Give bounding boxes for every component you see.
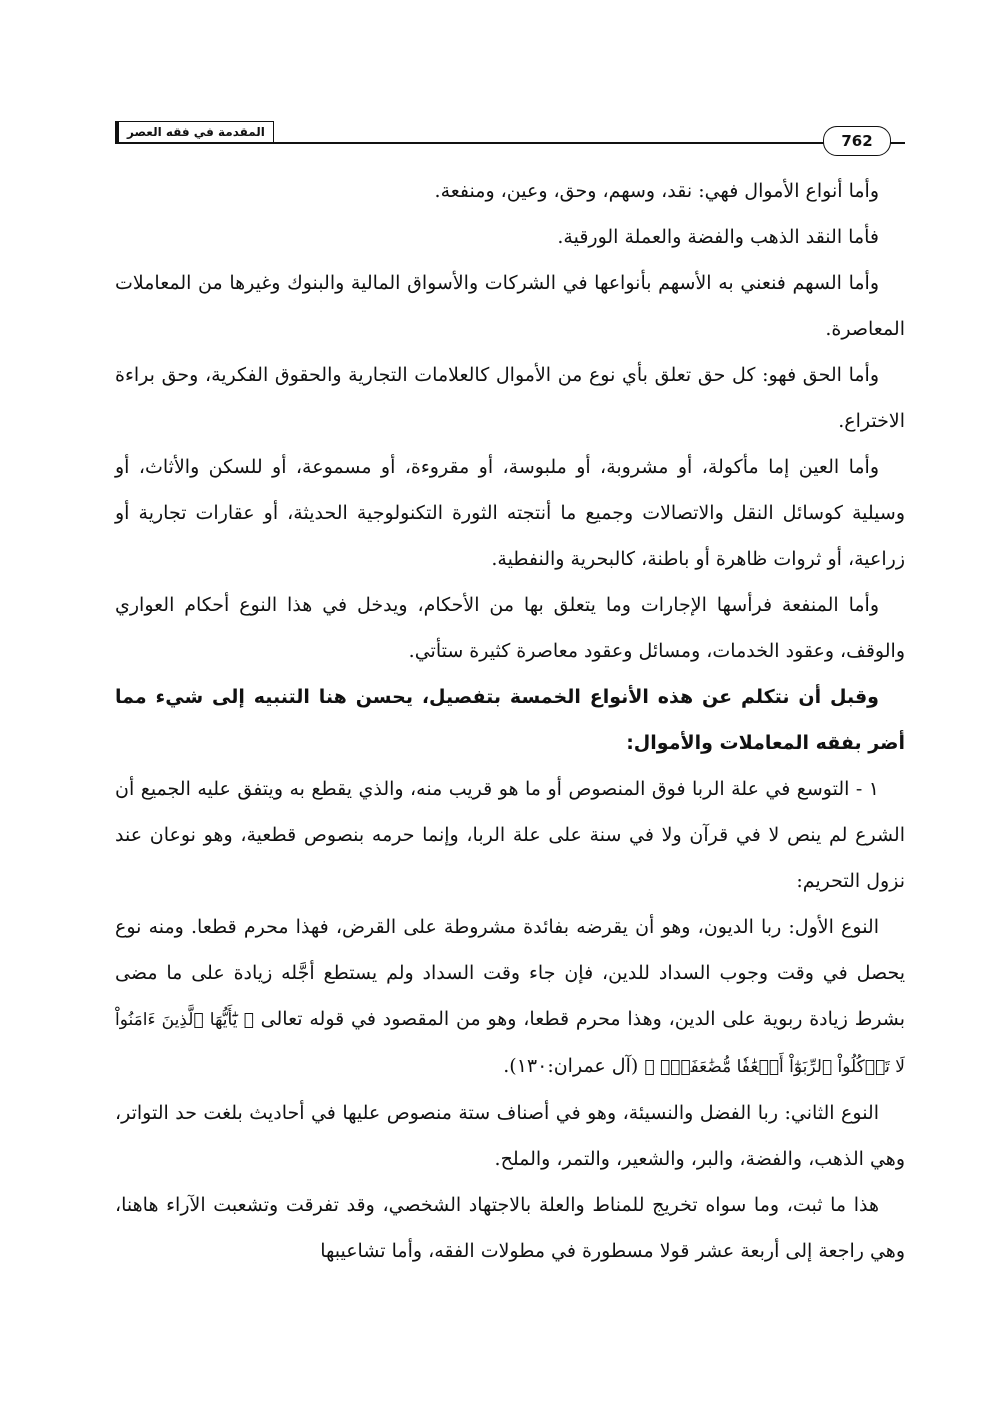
paragraph-conclusion: هذا ما ثبت، وما سواه تخريج للمناط والعلة بالاجتهاد الشخصي، وقد تفرقت وتشعبت الآراء هاهنا، وهي راجعة إلى أربعة عشر قولا مسطورة في مطولات الفقه، وأما تشاعيبها <box>115 1194 905 1262</box>
paragraph-cash: فأما النقد الذهب والفضة والعملة الورقية. <box>557 226 879 248</box>
paragraph-assets: وأما العين إما مأكولة، أو مشروبة، أو ملبوسة، أو مقروءة، أو مسموعة، أو للسكن والأثاث، أو وسيلية كوسائل النقل والاتصالات وجميع ما أنتجته الثورة التكنولوجية الحديثة، أو عقارات تجارية أو زراعية، أو ثروات ظاهرة أو باطنة، كالبحرية والنفطية. <box>115 456 905 570</box>
page-number: 762 <box>823 126 891 156</box>
paragraph-second-type: النوع الثاني: ربا الفضل والنسيئة، وهو في أصناف ستة منصوص عليها في أحاديث بلغت حد التواتر، وهي الذهب، والفضة، والبر، والشعير، والتمر، والملح. <box>115 1102 905 1170</box>
page-header <box>115 120 905 150</box>
paragraph-point-one: ١ - التوسع في علة الربا فوق المنصوص أو ما هو قريب منه، والذي يقطع به ويتفق عليه الجميع أن الشرع لم ينص لا في قرآن ولا في سنة على علة الربا، وإنما حرمه بنصوص قطعية، وهو نوعان عند نزول التحريم: <box>115 778 905 892</box>
paragraph-benefit: وأما المنفعة فرأسها الإجارات وما يتعلق بها من الأحكام، ويدخل في هذا النوع أحكام العواري والوقف، وعقود الخدمات، ومسائل وعقود معاصرة كثيرة ستأتي. <box>115 594 905 662</box>
verse-reference: (آل عمران:١٣٠). <box>503 1055 639 1077</box>
paragraph-types-of-wealth: وأما أنواع الأموال فهي: نقد، وسهم، وحق، وعين، ومنفعة. <box>434 180 879 202</box>
running-title: المقدمة في فقه العصر <box>115 121 274 143</box>
paragraph-intro-bold: وقبل أن نتكلم عن هذه الأنواع الخمسة بتفصيل، يحسن هنا التنبيه إلى شيء مما أضر بفقه المعاملات والأموال: <box>115 686 905 754</box>
first-type-text: النوع الأول: ربا الديون، وهو أن يقرضه بفائدة مشروطة على القرض، فهذا محرم قطعا. ومنه نوع يحصل في وقت وجوب السداد للدين، فإن جاء وقت السداد ولم يستطع أجَّله زيادة على ما مضى بشرط زيادة ربوية على الدين، وهذا محرم قطعا، وهو من المقصود في قوله تعالى <box>115 916 905 1030</box>
paragraph-first-type <box>115 904 905 1090</box>
quran-verse: ﴿ يَٰٓأَيُّهَا ٱلَّذِينَ ءَامَنُواْ لَا تَأۡكُلُواْ ٱلرِّبَوٰٓاْ أَضۡعَٰفٗا مُّضَٰعَفَةٗۖ ﴾ <box>115 1010 905 1077</box>
paragraph-rights: وأما الحق فهو: كل حق تعلق بأي نوع من الأموال كالعلامات التجارية والحقوق الفكرية، وحق براءة الاختراع. <box>115 364 905 432</box>
paragraph-shares: وأما السهم فنعني به الأسهم بأنواعها في الشركات والأسواق المالية والبنوك وغيرها من المعاملات المعاصرة. <box>115 272 905 340</box>
page-body <box>115 168 905 1274</box>
